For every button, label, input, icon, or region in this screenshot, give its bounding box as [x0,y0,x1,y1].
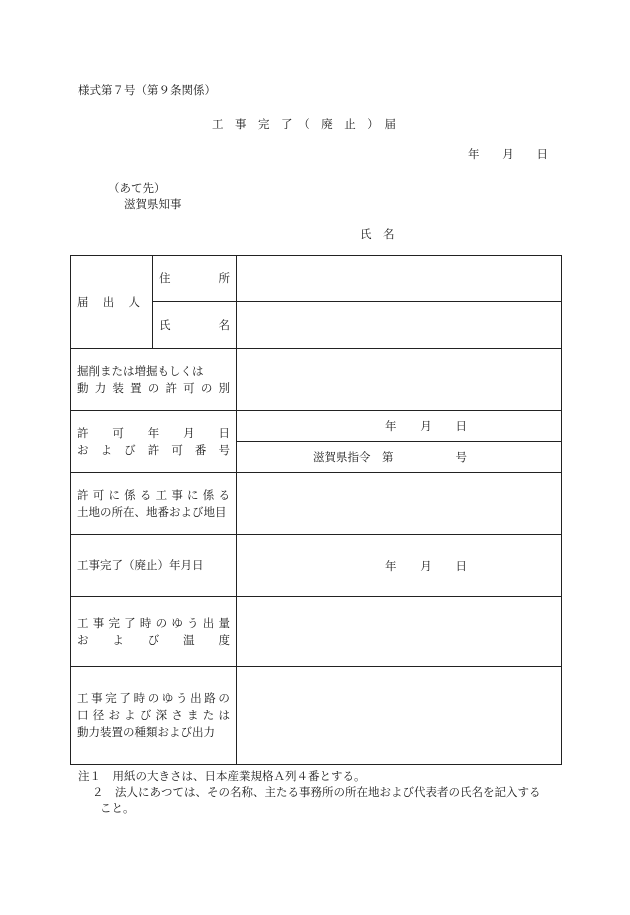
document-title: 工 事 完 了 （ 廃 止 ） 届 [212,117,396,131]
label-char: よ [124,708,136,722]
label-char: の [200,380,213,395]
permit-date-input-cell[interactable] [237,411,562,442]
note-2-line1: ２ 法人にあつては、その名称、主たる事務所の所在地および代表者の氏名を記入する [92,785,541,799]
applicant-label-char: 出 [102,294,115,309]
table-row [71,256,562,302]
permit-number-prefix: 滋賀県指令 第 [313,450,394,464]
label-char: 日 [218,425,230,440]
label-char: 量 [218,615,230,630]
permit-number-suffix: 号 [455,450,467,464]
well-label-line3: 動力装置の種類および出力 [77,725,215,739]
label-char: 月 [183,425,195,440]
label-char: 可 [183,380,195,395]
label-char: さ [171,708,183,722]
label-char: び [147,632,160,647]
header-date [468,146,548,162]
label-char: る [218,487,230,502]
label-char: 別 [218,380,230,395]
completion-date-input-cell[interactable] [237,535,562,597]
table-row [71,667,562,765]
label-char: は [218,708,230,722]
label-char: 工 [77,615,89,630]
label-char: 事 [92,615,105,630]
permit-number-input-cell[interactable] [237,442,562,473]
label-char: た [202,708,215,722]
label-char: の [218,691,230,705]
yield-label-cell [71,597,237,667]
label-char: ま [187,708,199,722]
label-char: 工 [155,487,168,502]
label-char: 装 [112,380,124,395]
label-char: 係 [124,487,136,502]
completion-date-label: 工事完了（廃止）年月日 [77,558,204,572]
label-char: 号 [218,442,230,457]
completion-date-month: 月 [420,558,432,573]
label-char: の [155,615,168,630]
note-1: 注１ 用紙の大きさは、日本産業規格Ａ列４番とする。 [78,769,366,783]
table-row [71,473,562,535]
label-char: 深 [155,708,168,722]
yield-input-cell[interactable] [237,597,562,667]
label-char: 許 [147,442,160,457]
label-char: る [139,487,152,502]
land-input-cell[interactable] [237,473,562,535]
header-date-year: 年 [468,147,480,161]
label-char: 年 [147,425,160,440]
label-char: 事 [91,691,103,705]
label-char: 可 [92,487,105,502]
address-label-cell [153,256,237,302]
label-char: ゆ [171,615,183,630]
label-char: 許 [77,425,89,440]
permit-type-input-cell[interactable] [237,349,562,411]
applicant-name-label: 氏 名 [360,227,395,241]
address-input-cell[interactable] [237,256,562,302]
label-char: 事 [171,487,183,502]
label-char: 許 [77,487,89,502]
form-number: 様式第７号（第９条関係） [78,83,216,97]
label-char: 了 [124,615,136,630]
label-char: 係 [202,487,215,502]
address-label-char: 所 [218,271,230,285]
name-input-cell[interactable] [237,302,562,349]
label-char: 完 [105,691,117,705]
permit-date-year: 年 [385,419,397,433]
header-date-day: 日 [536,147,548,161]
header-date-month: 月 [502,147,514,161]
label-char: の [147,380,160,395]
label-char: 路 [204,691,216,705]
label-char: 時 [139,615,152,630]
completion-date-label-cell [71,535,237,597]
label-char: お [108,708,120,722]
label-char: 工 [77,691,89,705]
label-char: 出 [190,691,202,705]
label-char: ゆ [161,691,174,705]
label-char: よ [112,632,124,647]
label-char: う [187,615,199,630]
note-2-line2: こと。 [100,801,135,815]
name-label-char: 氏 [159,317,171,332]
label-char: 出 [202,615,215,630]
label-char: 番 [194,442,207,457]
label-char: 動 [77,380,89,395]
applicant-label-char: 届 [77,294,89,309]
label-char: び [139,708,152,722]
table-row [71,411,562,442]
label-char: 径 [92,708,105,722]
label-char: 可 [171,442,183,457]
application-form-table [70,255,562,765]
table-row [71,535,562,597]
permit-type-label-cell [71,349,237,411]
label-char: 口 [77,708,89,722]
permit-type-label-line1: 掘削または増掘もしくは [77,363,204,378]
label-char: の [147,691,160,705]
land-label-line2: 土地の所在、地番および地目 [77,504,227,519]
label-char: 完 [108,615,120,630]
permit-date-day: 日 [455,419,467,433]
permit-date-label-cell [71,411,237,473]
address-label-char: 住 [159,271,171,285]
label-char: び [124,442,136,457]
label-char: 温 [183,632,195,647]
completion-date-year: 年 [385,558,397,573]
addressee-prefix: （あて先） [108,181,166,195]
label-char: 可 [112,425,124,440]
label-char: よ [100,442,113,457]
label-char: に [187,487,199,502]
table-row [71,349,562,411]
label-char: 置 [130,380,142,395]
label-char: 了 [119,691,131,705]
applicant-label-cell [71,256,153,349]
name-label-char: 名 [218,317,230,332]
label-char: 力 [94,380,107,395]
table-row [71,597,562,667]
label-char: お [77,442,89,457]
well-input-cell[interactable] [237,667,562,765]
label-char: 時 [133,691,146,705]
label-char: に [108,487,120,502]
well-label-cell [71,667,237,765]
name-label-cell [153,302,237,349]
label-char: う [175,691,188,705]
label-char: 度 [218,632,230,647]
label-char: 許 [165,380,177,395]
land-label-cell [71,473,237,535]
label-char: お [77,632,89,647]
applicant-label-char: 人 [128,294,140,309]
completion-date-day: 日 [455,558,467,573]
permit-date-month: 月 [420,419,432,433]
addressee: 滋賀県知事 [124,197,182,211]
